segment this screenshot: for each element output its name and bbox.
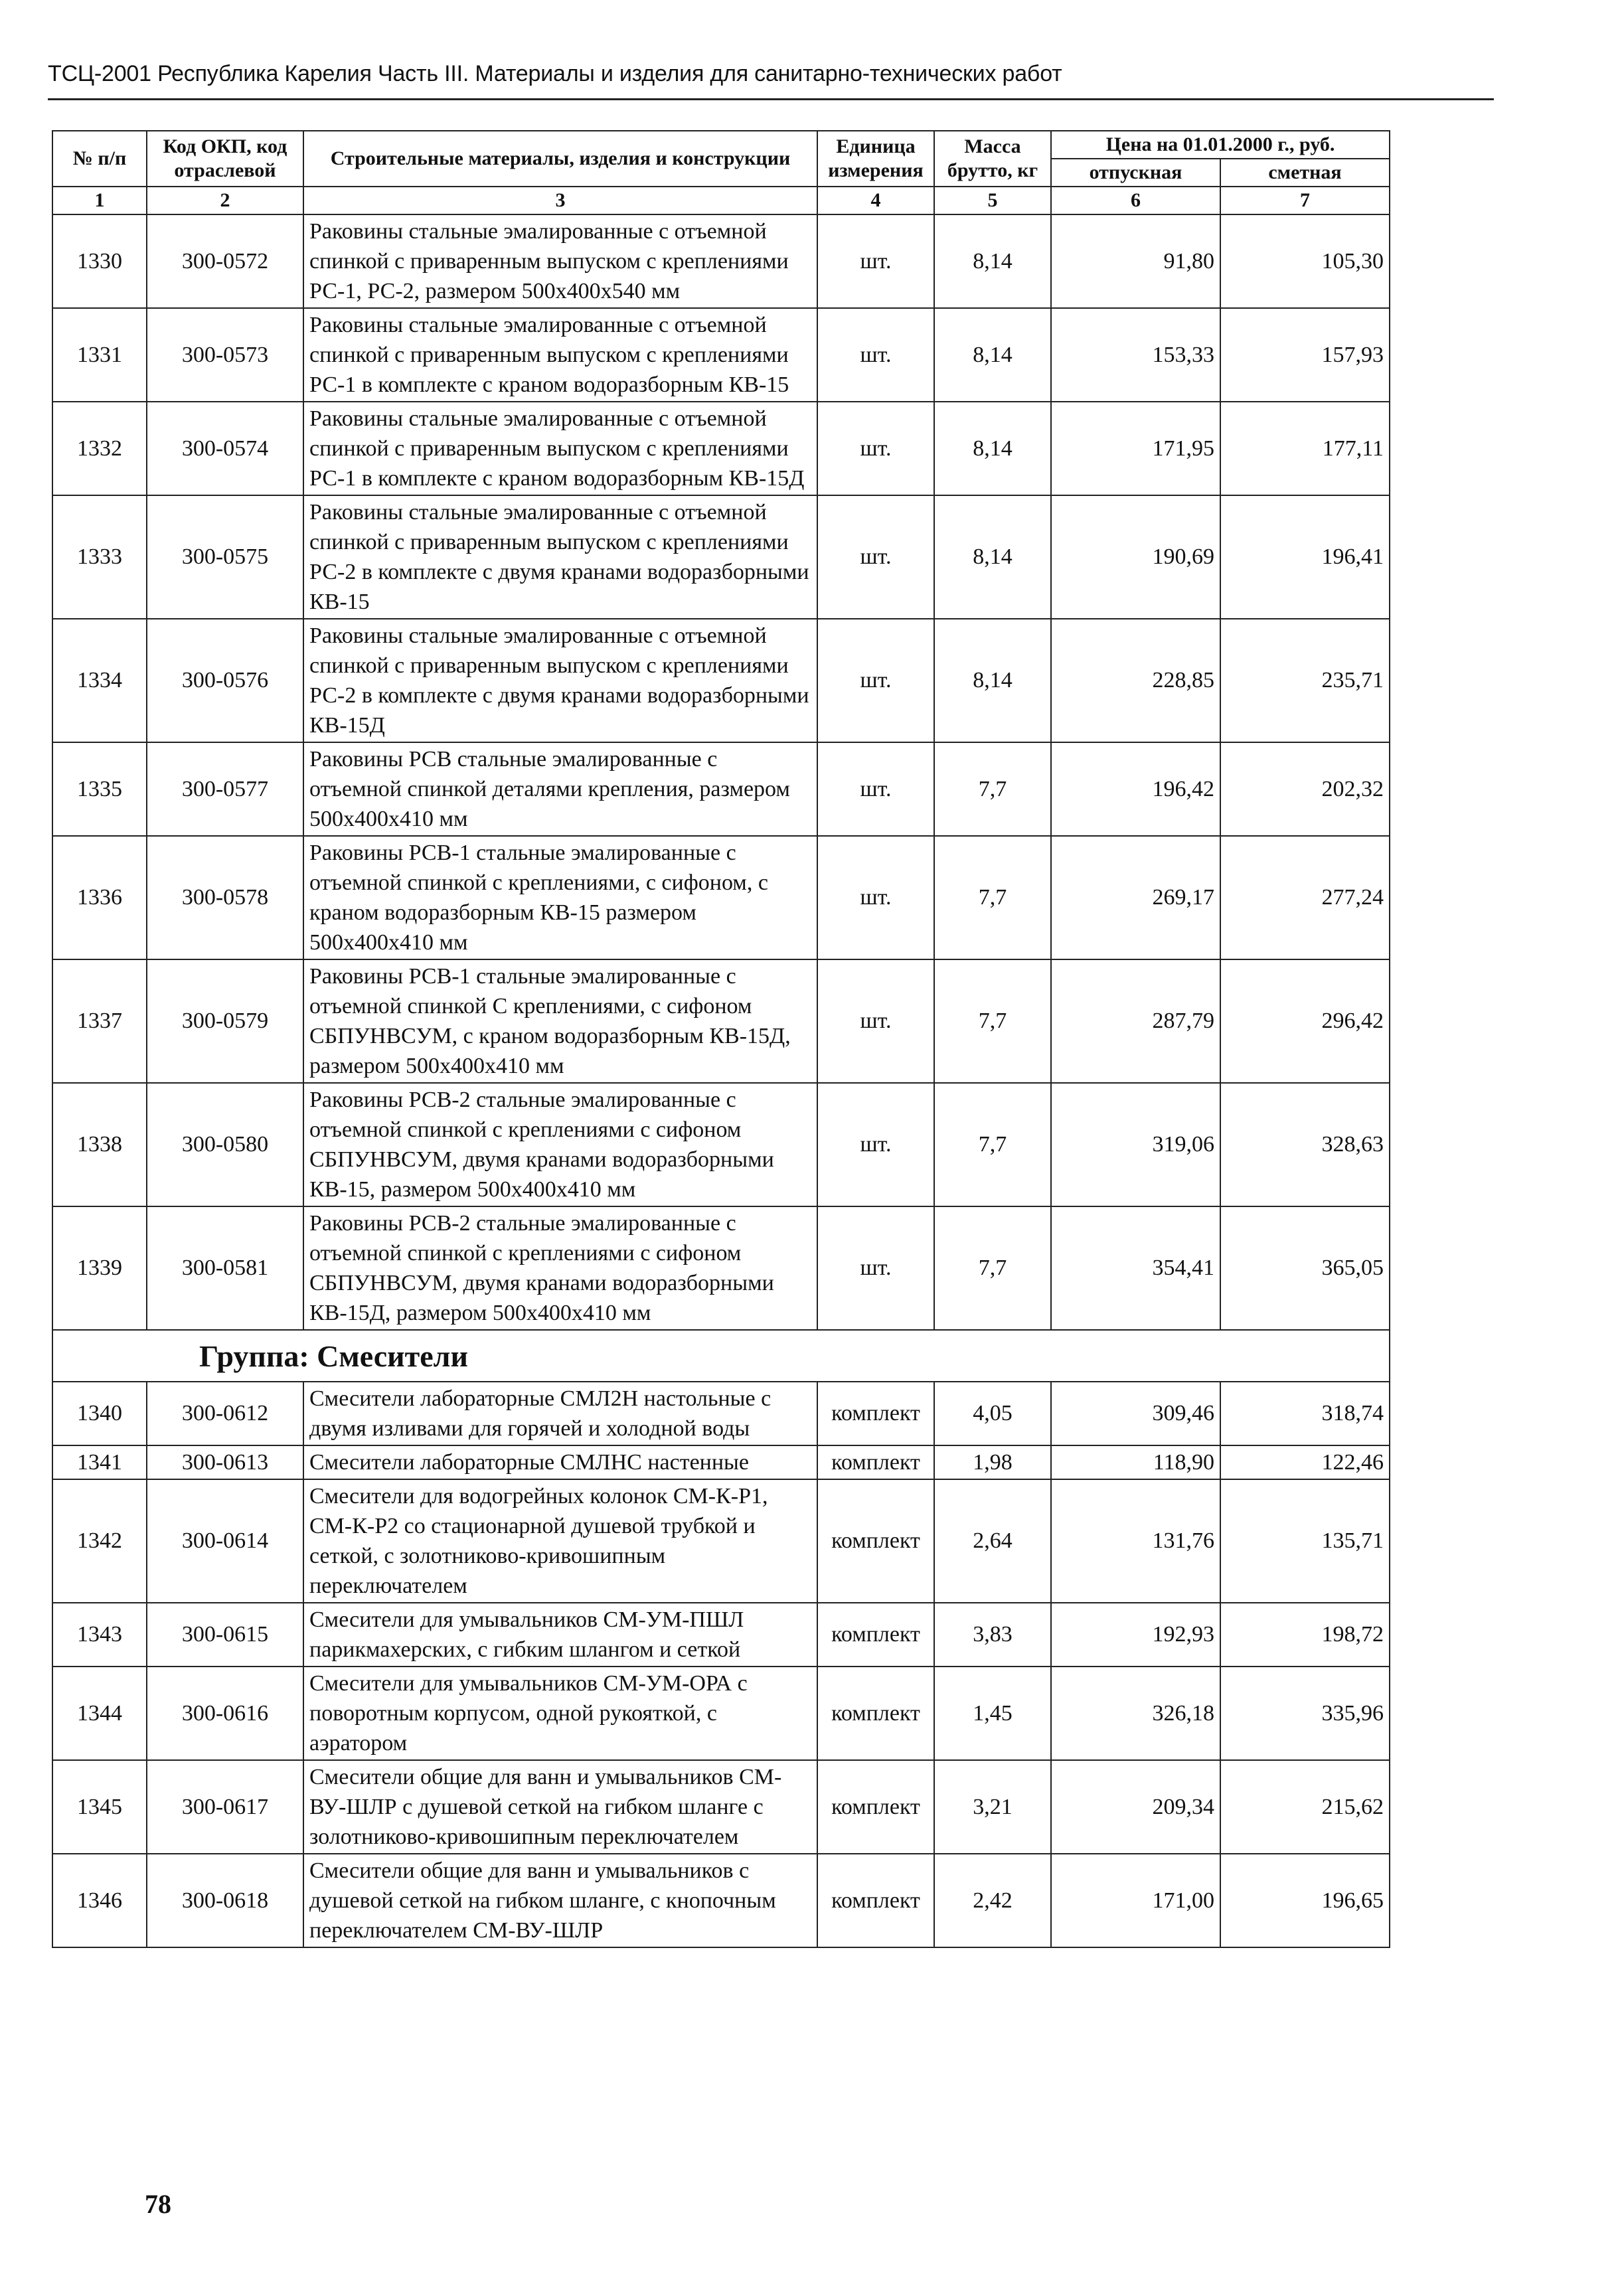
- row-code: 300-0572: [147, 214, 303, 308]
- row-code: 300-0578: [147, 836, 303, 959]
- column-number: 3: [303, 187, 817, 214]
- row-price-release: 269,17: [1051, 836, 1220, 959]
- row-number: 1330: [52, 214, 147, 308]
- row-code: 300-0615: [147, 1603, 303, 1667]
- row-description: Смесители общие для ванн и умывальников с душевой сеткой на гибком шланге, с кнопочным переключателем СМ-ВУ-ШЛР: [303, 1854, 817, 1947]
- table-row: [52, 495, 1390, 619]
- row-price-release: 153,33: [1051, 308, 1220, 402]
- row-unit: комплект: [817, 1445, 934, 1479]
- row-description: Раковины стальные эмалированные с отъемной спинкой с приваренным выпуском с креплениями РС-1, РС-2, размером 500х400х540 мм: [303, 214, 817, 308]
- row-mass: 8,14: [934, 308, 1051, 402]
- row-number: 1343: [52, 1603, 147, 1667]
- group-title: Группа: Смесители: [52, 1330, 1390, 1382]
- row-mass: 3,83: [934, 1603, 1051, 1667]
- row-unit: шт.: [817, 959, 934, 1083]
- row-description: Раковины стальные эмалированные с отъемной спинкой с приваренным выпуском с креплениями РС-2 в комплекте с двумя кранами водоразборными КВ-15Д: [303, 619, 817, 742]
- row-description: Раковины РСВ стальные эмалированные с отъемной спинкой деталями крепления, размером 500х400х410 мм: [303, 742, 817, 836]
- row-price-release: 171,95: [1051, 402, 1220, 495]
- row-price-estimate: 157,93: [1220, 308, 1390, 402]
- row-unit: комплект: [817, 1854, 934, 1947]
- table-row: [52, 308, 1390, 402]
- row-number: 1340: [52, 1382, 147, 1445]
- row-unit: комплект: [817, 1479, 934, 1603]
- row-number: 1332: [52, 402, 147, 495]
- header-code: Код ОКП, код отраслевой: [147, 131, 303, 187]
- row-price-release: 171,00: [1051, 1854, 1220, 1947]
- table-row: [52, 1382, 1390, 1445]
- row-unit: шт.: [817, 1083, 934, 1206]
- row-description: Смесители для умывальников СМ-УМ-ОРА с поворотным корпусом, одной рукояткой, с аэратором: [303, 1667, 817, 1760]
- row-number: 1331: [52, 308, 147, 402]
- sinks-rows: [52, 214, 1390, 1330]
- row-unit: шт.: [817, 619, 934, 742]
- row-code: 300-0616: [147, 1667, 303, 1760]
- row-number: 1346: [52, 1854, 147, 1947]
- row-mass: 8,14: [934, 619, 1051, 742]
- table-row: [52, 1760, 1390, 1854]
- row-unit: шт.: [817, 1206, 934, 1330]
- row-unit: комплект: [817, 1667, 934, 1760]
- row-code: 300-0612: [147, 1382, 303, 1445]
- row-description: Смесители лабораторные СМЛНС настенные: [303, 1445, 817, 1479]
- row-mass: 7,7: [934, 1083, 1051, 1206]
- row-price-estimate: 196,41: [1220, 495, 1390, 619]
- row-mass: 3,21: [934, 1760, 1051, 1854]
- row-code: 300-0581: [147, 1206, 303, 1330]
- row-description: Смесители лабораторные СМЛ2Н настольные с двумя изливами для горячей и холодной воды: [303, 1382, 817, 1445]
- page-number: 78: [145, 2189, 171, 2219]
- row-price-release: 131,76: [1051, 1479, 1220, 1603]
- group-row: [52, 1330, 1390, 1382]
- row-code: 300-0579: [147, 959, 303, 1083]
- row-description: Раковины РСВ-1 стальные эмалированные с отъемной спинкой С креплениями, с сифоном СБПУНВСУМ, с краном водоразборным КВ-15Д, размером 500х400х410 мм: [303, 959, 817, 1083]
- column-number-row: [52, 187, 1390, 214]
- table-row: [52, 214, 1390, 308]
- row-mass: 2,42: [934, 1854, 1051, 1947]
- row-price-estimate: 198,72: [1220, 1603, 1390, 1667]
- row-number: 1339: [52, 1206, 147, 1330]
- table-row: [52, 1445, 1390, 1479]
- table-row: [52, 959, 1390, 1083]
- table-row: [52, 402, 1390, 495]
- header-price-estimate: сметная: [1220, 159, 1390, 187]
- row-number: 1338: [52, 1083, 147, 1206]
- table-row: [52, 1854, 1390, 1947]
- row-unit: комплект: [817, 1382, 934, 1445]
- row-code: 300-0577: [147, 742, 303, 836]
- row-price-estimate: 135,71: [1220, 1479, 1390, 1603]
- row-price-estimate: 318,74: [1220, 1382, 1390, 1445]
- row-price-estimate: 122,46: [1220, 1445, 1390, 1479]
- row-mass: 7,7: [934, 742, 1051, 836]
- row-price-estimate: 196,65: [1220, 1854, 1390, 1947]
- table-row: [52, 1603, 1390, 1667]
- row-price-estimate: 277,24: [1220, 836, 1390, 959]
- row-number: 1341: [52, 1445, 147, 1479]
- row-mass: 1,98: [934, 1445, 1051, 1479]
- row-code: 300-0613: [147, 1445, 303, 1479]
- row-unit: шт.: [817, 308, 934, 402]
- row-code: 300-0618: [147, 1854, 303, 1947]
- row-mass: 7,7: [934, 836, 1051, 959]
- row-price-release: 196,42: [1051, 742, 1220, 836]
- row-price-estimate: 335,96: [1220, 1667, 1390, 1760]
- row-unit: комплект: [817, 1760, 934, 1854]
- row-price-release: 91,80: [1051, 214, 1220, 308]
- column-number: 6: [1051, 187, 1220, 214]
- row-number: 1345: [52, 1760, 147, 1854]
- row-unit: шт.: [817, 742, 934, 836]
- row-mass: 4,05: [934, 1382, 1051, 1445]
- row-unit: шт.: [817, 214, 934, 308]
- row-price-release: 354,41: [1051, 1206, 1220, 1330]
- row-code: 300-0575: [147, 495, 303, 619]
- row-price-release: 118,90: [1051, 1445, 1220, 1479]
- row-code: 300-0580: [147, 1083, 303, 1206]
- column-number: 4: [817, 187, 934, 214]
- row-unit: шт.: [817, 402, 934, 495]
- row-price-estimate: 177,11: [1220, 402, 1390, 495]
- row-number: 1344: [52, 1667, 147, 1760]
- row-price-estimate: 202,32: [1220, 742, 1390, 836]
- column-number: 2: [147, 187, 303, 214]
- table-row: [52, 1083, 1390, 1206]
- row-price-estimate: 296,42: [1220, 959, 1390, 1083]
- row-code: 300-0614: [147, 1479, 303, 1603]
- row-price-release: 319,06: [1051, 1083, 1220, 1206]
- row-mass: 2,64: [934, 1479, 1051, 1603]
- header-price-release: отпускная: [1051, 159, 1220, 187]
- row-price-release: 228,85: [1051, 619, 1220, 742]
- row-mass: 8,14: [934, 402, 1051, 495]
- row-code: 300-0576: [147, 619, 303, 742]
- row-price-release: 287,79: [1051, 959, 1220, 1083]
- table-row: [52, 1206, 1390, 1330]
- row-description: Раковины стальные эмалированные с отъемной спинкой с приваренным выпуском с креплениями РС-1 в комплекте с краном водоразборным КВ-15: [303, 308, 817, 402]
- row-price-estimate: 365,05: [1220, 1206, 1390, 1330]
- table-row: [52, 1479, 1390, 1603]
- row-unit: шт.: [817, 836, 934, 959]
- row-price-release: 326,18: [1051, 1667, 1220, 1760]
- table-row: [52, 742, 1390, 836]
- row-description: Раковины РСВ-2 стальные эмалированные с отъемной спинкой с креплениями с сифоном СБПУНВСУМ, двумя кранами водоразборными КВ-15, размером 500х400х410 мм: [303, 1083, 817, 1206]
- column-number: 5: [934, 187, 1051, 214]
- header-rule: [48, 98, 1494, 100]
- row-mass: 7,7: [934, 1206, 1051, 1330]
- row-number: 1335: [52, 742, 147, 836]
- row-description: Раковины РСВ-2 стальные эмалированные с отъемной спинкой с креплениями с сифоном СБПУНВСУМ, двумя кранами водоразборными КВ-15Д, размером 500х400х410 мм: [303, 1206, 817, 1330]
- row-price-estimate: 215,62: [1220, 1760, 1390, 1854]
- row-number: 1337: [52, 959, 147, 1083]
- row-mass: 1,45: [934, 1667, 1051, 1760]
- row-description: Раковины РСВ-1 стальные эмалированные с отъемной спинкой с креплениями, с сифоном, с краном водоразборным КВ-15 размером 500х400х410 мм: [303, 836, 817, 959]
- row-number: 1342: [52, 1479, 147, 1603]
- header-desc: Строительные материалы, изделия и конструкции: [303, 131, 817, 187]
- row-description: Раковины стальные эмалированные с отъемной спинкой с приваренным выпуском с креплениями РС-2 в комплекте с двумя кранами водоразборными КВ-15: [303, 495, 817, 619]
- row-unit: шт.: [817, 495, 934, 619]
- row-description: Смесители общие для ванн и умывальников СМ-ВУ-ШЛР с душевой сеткой на гибком шланге с золотниково-кривошипным переключателем: [303, 1760, 817, 1854]
- row-price-estimate: 328,63: [1220, 1083, 1390, 1206]
- row-price-release: 209,34: [1051, 1760, 1220, 1854]
- row-price-estimate: 105,30: [1220, 214, 1390, 308]
- row-description: Раковины стальные эмалированные с отъемной спинкой с приваренным выпуском с креплениями РС-1 в комплекте с краном водоразборным КВ-15Д: [303, 402, 817, 495]
- row-number: 1336: [52, 836, 147, 959]
- row-code: 300-0574: [147, 402, 303, 495]
- row-unit: комплект: [817, 1603, 934, 1667]
- row-price-release: 192,93: [1051, 1603, 1220, 1667]
- row-price-release: 309,46: [1051, 1382, 1220, 1445]
- row-description: Смесители для умывальников СМ-УМ-ПШЛ парикмахерских, с гибким шлангом и сеткой: [303, 1603, 817, 1667]
- row-number: 1334: [52, 619, 147, 742]
- header-row: [52, 131, 1390, 159]
- header-mass: Масса брутто, кг: [934, 131, 1051, 187]
- row-description: Смесители для водогрейных колонок СМ-К-Р1, СМ-К-Р2 со стационарной душевой трубкой и сеткой, с золотниково-кривошипным переключателем: [303, 1479, 817, 1603]
- row-price-estimate: 235,71: [1220, 619, 1390, 742]
- header-unit: Единица измерения: [817, 131, 934, 187]
- running-header: ТСЦ-2001 Республика Карелия Часть III. Материалы и изделия для санитарно-технических работ: [48, 61, 1062, 86]
- row-price-release: 190,69: [1051, 495, 1220, 619]
- header-num: № п/п: [52, 131, 147, 187]
- column-number: 7: [1220, 187, 1390, 214]
- row-mass: 8,14: [934, 495, 1051, 619]
- table-row: [52, 836, 1390, 959]
- table-row: [52, 619, 1390, 742]
- column-number: 1: [52, 187, 147, 214]
- row-mass: 7,7: [934, 959, 1051, 1083]
- row-mass: 8,14: [934, 214, 1051, 308]
- row-code: 300-0573: [147, 308, 303, 402]
- price-table: [52, 130, 1390, 1948]
- table-row: [52, 1667, 1390, 1760]
- mixers-rows: [52, 1382, 1390, 1947]
- row-code: 300-0617: [147, 1760, 303, 1854]
- header-price-group: Цена на 01.01.2000 г., руб.: [1051, 131, 1390, 159]
- row-number: 1333: [52, 495, 147, 619]
